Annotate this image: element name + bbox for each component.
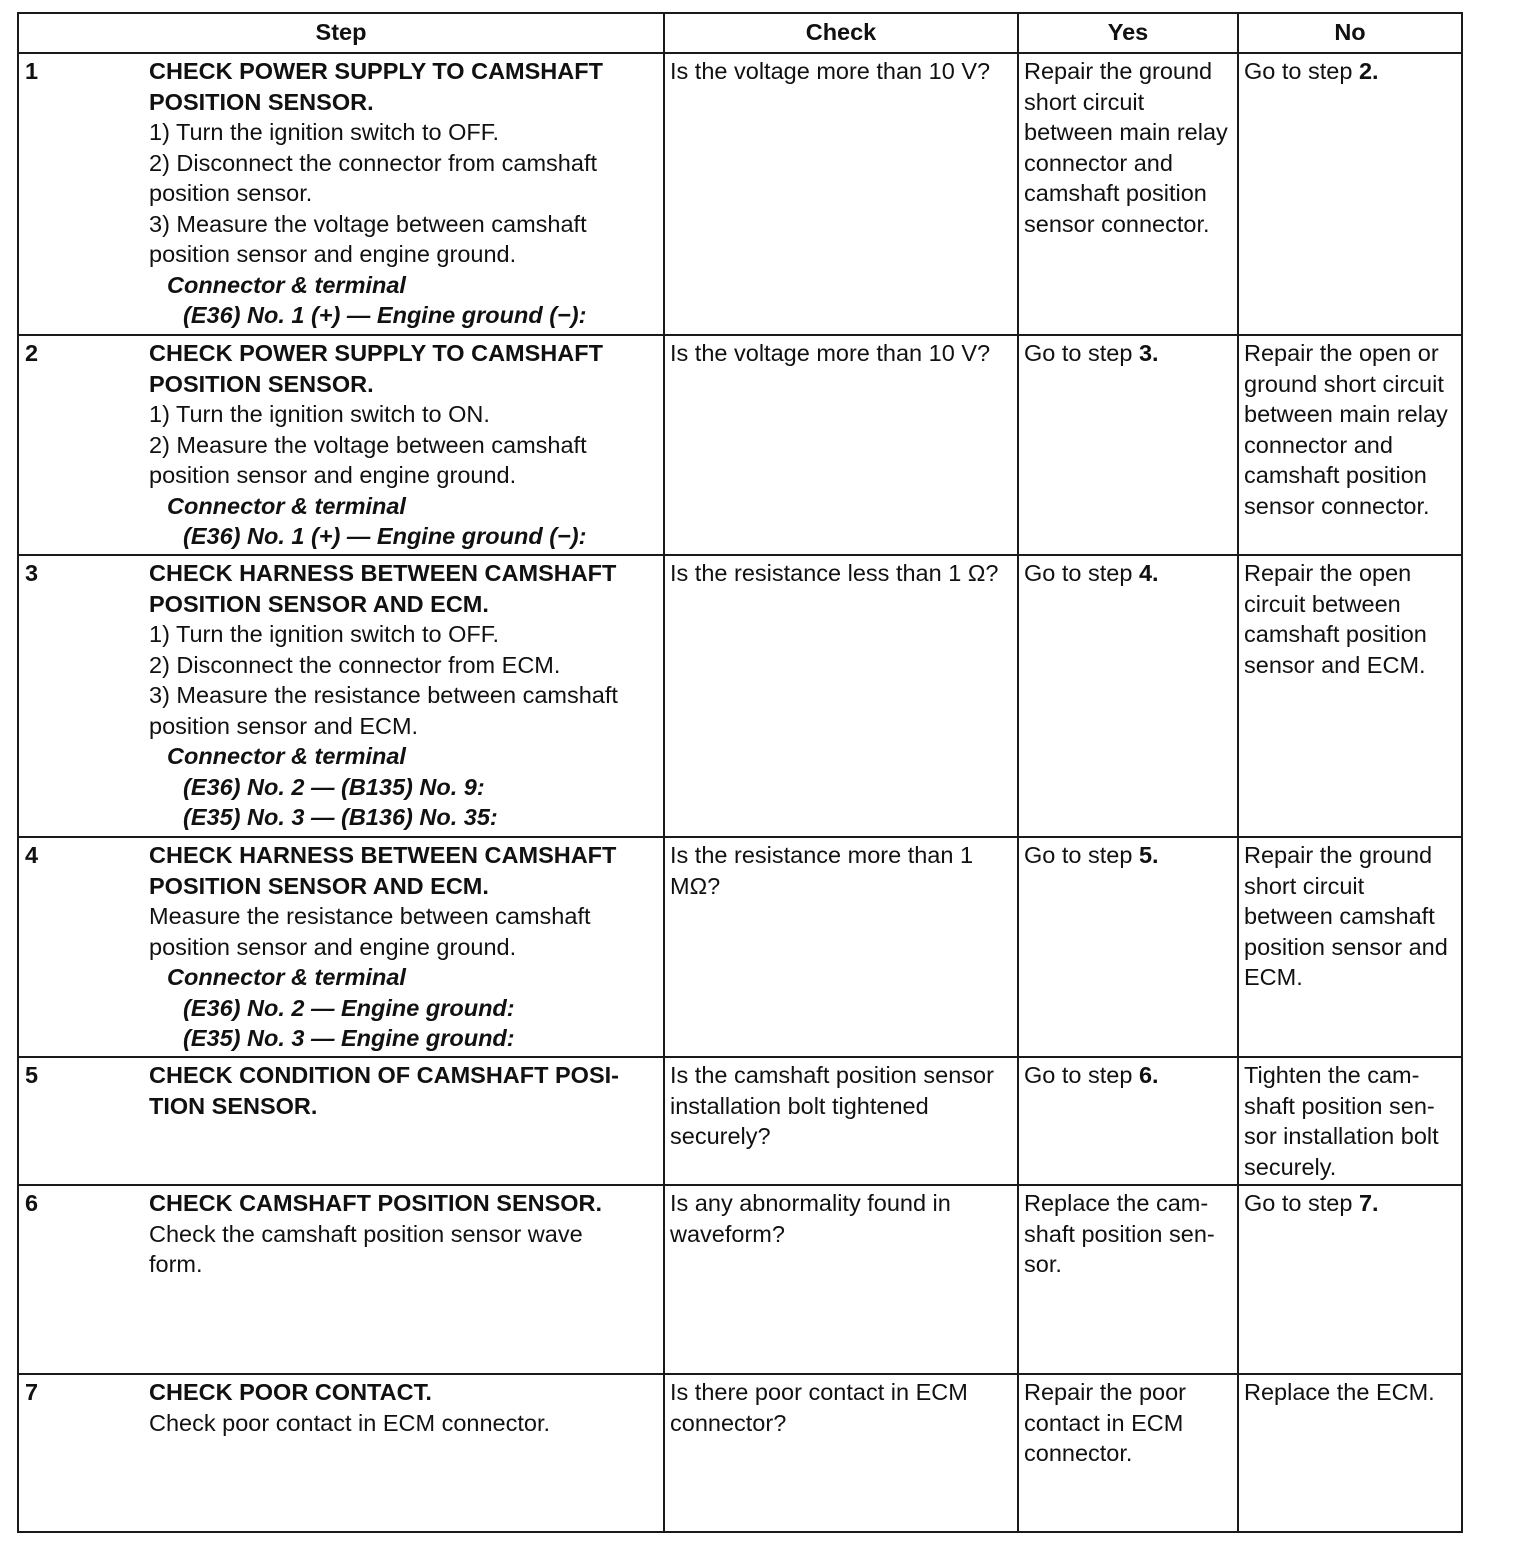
step-title: CHECK POWER SUPPLY TO CAMSHAFT bbox=[149, 58, 603, 84]
yes-text: Replace the cam-shaft position sen-sor. bbox=[1024, 1190, 1215, 1277]
step-title: POSITION SENSOR. bbox=[149, 88, 374, 115]
table-row bbox=[18, 335, 1462, 555]
connector-terminal-value: (E35) No. 3 — (B136) No. 35: bbox=[183, 804, 498, 830]
no-cell bbox=[1238, 1185, 1462, 1374]
step-content bbox=[19, 1375, 663, 1438]
check-cell bbox=[664, 335, 1018, 555]
step-title: CHECK HARNESS BETWEEN CAMSHAFT bbox=[149, 842, 617, 868]
step-title: POSITION SENSOR AND ECM. bbox=[149, 590, 489, 617]
step-instruction: 1) Turn the ignition switch to ON. bbox=[149, 401, 490, 427]
check-text: Is the voltage more than 10 V? bbox=[670, 58, 991, 84]
check-text: Is there poor contact in ECM connector? bbox=[670, 1379, 968, 1436]
step-instruction: 3) Measure the resistance between camshaft bbox=[149, 682, 618, 708]
header-row bbox=[18, 13, 1462, 53]
step-title: CHECK HARNESS BETWEEN CAMSHAFT bbox=[149, 560, 617, 586]
no-text: Go to step 2. bbox=[1244, 58, 1379, 84]
step-title: POSITION SENSOR AND ECM. bbox=[149, 872, 489, 899]
step-content bbox=[19, 556, 663, 833]
step-instruction: 1) Turn the ignition switch to OFF. bbox=[149, 621, 500, 647]
check-cell bbox=[664, 53, 1018, 335]
check-text: Is the resistance more than 1 MΩ? bbox=[670, 842, 974, 899]
no-text: Repair the open or ground short circuit between main relay connector and camshaft position sensor connector. bbox=[1244, 340, 1448, 519]
no-cell bbox=[1238, 335, 1462, 555]
step-instruction: Check poor contact in ECM connector. bbox=[149, 1409, 551, 1436]
step-instruction: position sensor and ECM. bbox=[149, 712, 419, 739]
no-cell bbox=[1238, 1374, 1462, 1532]
connector-terminal-label: Connector & terminal bbox=[167, 492, 406, 519]
step-title: CHECK POWER SUPPLY TO CAMSHAFT bbox=[149, 340, 603, 366]
yes-text: Repair the ground short circuit between main relay connector and camshaft position sensor connector. bbox=[1024, 58, 1228, 237]
yes-text: Repair the poor contact in ECM connector. bbox=[1024, 1379, 1186, 1466]
step-number: 2 bbox=[25, 340, 39, 366]
no-cell bbox=[1238, 555, 1462, 837]
step-cell bbox=[18, 1057, 664, 1185]
table-row bbox=[18, 555, 1462, 837]
step-instruction: position sensor. bbox=[149, 180, 313, 206]
step-body bbox=[149, 838, 663, 1054]
step-instruction: Check the camshaft position sensor wave bbox=[149, 1220, 583, 1247]
step-body bbox=[149, 556, 663, 833]
step-number: 6 bbox=[25, 1190, 39, 1216]
check-cell bbox=[664, 1185, 1018, 1374]
yes-cell bbox=[1018, 335, 1238, 555]
step-cell bbox=[18, 335, 664, 555]
step-title: CHECK CAMSHAFT POSITION SENSOR. bbox=[149, 1190, 603, 1216]
step-title: POSITION SENSOR. bbox=[149, 370, 374, 397]
yes-step-ref: 3. bbox=[1138, 340, 1159, 366]
no-text: Replace the ECM. bbox=[1244, 1379, 1435, 1405]
step-content bbox=[19, 336, 663, 552]
step-body bbox=[149, 336, 663, 552]
step-instruction: position sensor and engine ground. bbox=[149, 241, 517, 267]
check-cell bbox=[664, 1057, 1018, 1185]
step-number: 7 bbox=[25, 1379, 39, 1405]
step-instruction: 1) Turn the ignition switch to OFF. bbox=[149, 119, 500, 145]
check-text: Is the voltage more than 10 V? bbox=[670, 340, 991, 366]
yes-step-ref: 5. bbox=[1138, 842, 1159, 868]
step-number: 4 bbox=[25, 842, 39, 868]
check-cell bbox=[664, 837, 1018, 1057]
yes-cell bbox=[1018, 1374, 1238, 1532]
step-title: CHECK POOR CONTACT. bbox=[149, 1379, 432, 1405]
step-instruction: 3) Measure the voltage between camshaft bbox=[149, 210, 587, 237]
step-content bbox=[19, 1058, 663, 1121]
yes-cell bbox=[1018, 555, 1238, 837]
connector-terminal-value: (E35) No. 3 — Engine ground: bbox=[183, 1025, 515, 1051]
no-step-ref: 7. bbox=[1358, 1190, 1379, 1216]
connector-terminal-label: Connector & terminal bbox=[167, 964, 406, 990]
check-cell bbox=[664, 1374, 1018, 1532]
step-instruction: 2) Measure the voltage between camshaft bbox=[149, 431, 587, 458]
header-check: Check bbox=[664, 13, 1018, 53]
table-row bbox=[18, 837, 1462, 1057]
header-no: No bbox=[1238, 13, 1462, 53]
step-number: 5 bbox=[25, 1062, 39, 1088]
step-content bbox=[19, 1186, 663, 1280]
table-row bbox=[18, 1374, 1462, 1532]
yes-text: Go to step 5. bbox=[1024, 842, 1159, 868]
yes-cell bbox=[1018, 1185, 1238, 1374]
step-cell bbox=[18, 53, 664, 335]
no-cell bbox=[1238, 1057, 1462, 1185]
connector-terminal-value: (E36) No. 2 — (B135) No. 9: bbox=[183, 773, 485, 800]
step-body bbox=[149, 54, 663, 331]
yes-cell bbox=[1018, 837, 1238, 1057]
table-row bbox=[18, 53, 1462, 335]
check-text: Is the resistance less than 1 Ω? bbox=[670, 560, 999, 586]
check-cell bbox=[664, 555, 1018, 837]
step-cell bbox=[18, 555, 664, 837]
yes-step-ref: 4. bbox=[1138, 560, 1159, 586]
yes-cell bbox=[1018, 1057, 1238, 1185]
step-content bbox=[19, 838, 663, 1054]
connector-terminal-value: (E36) No. 2 — Engine ground: bbox=[183, 994, 515, 1021]
connector-terminal-value: (E36) No. 1 (+) — Engine ground (−): bbox=[183, 523, 587, 549]
step-body bbox=[149, 1375, 663, 1438]
no-text: Go to step 7. bbox=[1244, 1190, 1379, 1216]
yes-cell bbox=[1018, 53, 1238, 335]
diagnostic-table bbox=[17, 12, 1463, 1533]
yes-text: Go to step 6. bbox=[1024, 1062, 1159, 1088]
yes-step-ref: 6. bbox=[1138, 1062, 1159, 1088]
step-cell bbox=[18, 837, 664, 1057]
step-body bbox=[149, 1186, 663, 1280]
step-instruction: position sensor and engine ground. bbox=[149, 933, 517, 960]
step-instruction: position sensor and engine ground. bbox=[149, 462, 517, 488]
header-yes: Yes bbox=[1018, 13, 1238, 53]
step-content bbox=[19, 54, 663, 331]
step-instruction: 2) Disconnect the connector from ECM. bbox=[149, 651, 561, 678]
no-step-ref: 2. bbox=[1358, 58, 1379, 84]
no-text: Repair the open circuit between camshaft position sensor and ECM. bbox=[1244, 560, 1427, 678]
header-step: Step bbox=[18, 13, 664, 53]
step-cell bbox=[18, 1185, 664, 1374]
step-instruction: form. bbox=[149, 1251, 203, 1277]
step-title: CHECK CONDITION OF CAMSHAFT POSI- bbox=[149, 1062, 619, 1088]
step-cell bbox=[18, 1374, 664, 1532]
step-number: 3 bbox=[25, 560, 39, 586]
step-number: 1 bbox=[25, 58, 39, 84]
yes-text: Go to step 4. bbox=[1024, 560, 1159, 586]
step-body bbox=[149, 1058, 663, 1121]
connector-terminal-value: (E36) No. 1 (+) — Engine ground (−): bbox=[183, 302, 587, 328]
connector-terminal-label: Connector & terminal bbox=[167, 271, 406, 298]
step-instruction: Measure the resistance between camshaft bbox=[149, 903, 591, 929]
table-row bbox=[18, 1057, 1462, 1185]
no-cell bbox=[1238, 837, 1462, 1057]
no-text: Repair the ground short circuit between camshaft position sensor and ECM. bbox=[1244, 842, 1448, 990]
check-text: Is any abnormality found in waveform? bbox=[670, 1190, 951, 1247]
check-text: Is the camshaft position sensor installation bolt tightened securely? bbox=[670, 1062, 994, 1149]
no-cell bbox=[1238, 53, 1462, 335]
step-title: TION SENSOR. bbox=[149, 1092, 318, 1119]
step-instruction: 2) Disconnect the connector from camshaft bbox=[149, 149, 598, 176]
no-text: Tighten the cam-shaft position sen-sor installation bolt securely. bbox=[1244, 1062, 1439, 1180]
table-row bbox=[18, 1185, 1462, 1374]
connector-terminal-label: Connector & terminal bbox=[167, 743, 406, 769]
yes-text: Go to step 3. bbox=[1024, 340, 1159, 366]
